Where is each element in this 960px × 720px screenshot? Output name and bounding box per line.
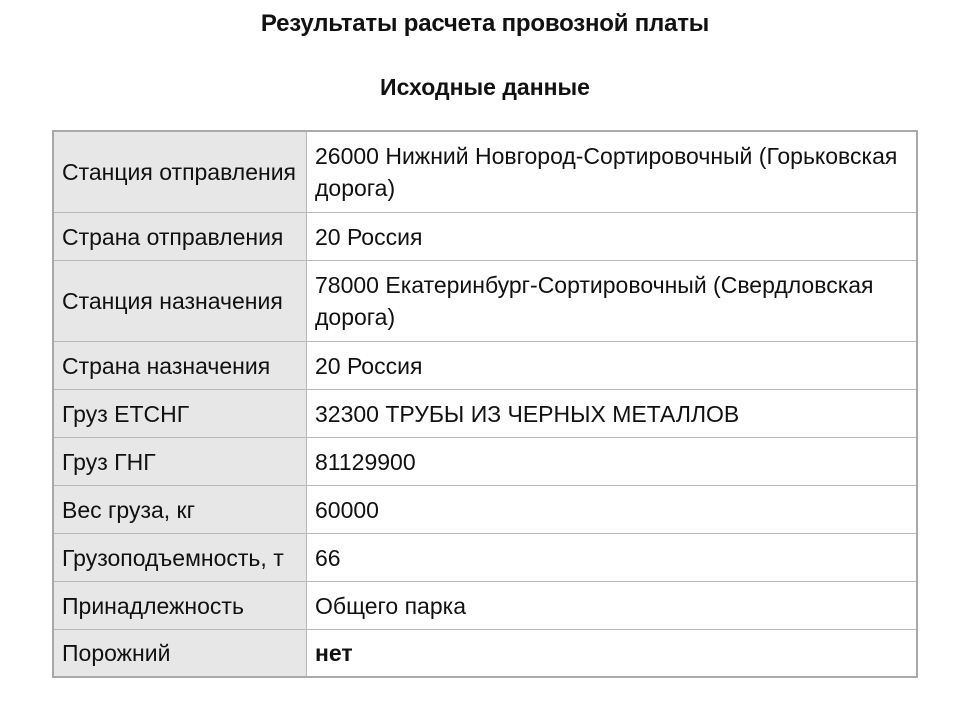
table-row-destination-country (53, 342, 917, 390)
page-title: Результаты расчета провозной платы (260, 10, 710, 37)
row-value: Общего парка (307, 582, 918, 630)
table-row-departure-country (53, 213, 917, 261)
row-value: 60000 (307, 486, 918, 534)
table-row-cargo-etsng (53, 390, 917, 438)
row-label: Принадлежность (53, 582, 307, 630)
row-value: 20 Россия (307, 342, 918, 390)
section-title: Исходные данные (380, 74, 590, 100)
table-row-capacity (53, 534, 917, 582)
row-value: нет (307, 630, 918, 678)
row-label: Порожний (53, 630, 307, 678)
table-row-cargo-weight (53, 486, 917, 534)
row-label: Станция отправления (53, 131, 307, 213)
row-label: Груз ЕТСНГ (53, 390, 307, 438)
table-row-destination-station (53, 261, 917, 342)
source-data-table (52, 130, 918, 678)
row-label: Груз ГНГ (53, 438, 307, 486)
row-value: 78000 Екатеринбург-Сортировочный (Свердловская дорога) (307, 261, 918, 342)
row-label: Страна назначения (53, 342, 307, 390)
row-label: Грузоподъемность, т (53, 534, 307, 582)
row-value: 26000 Нижний Новгород-Сортировочный (Горьковская дорога) (307, 131, 918, 213)
row-value: 66 (307, 534, 918, 582)
row-label: Страна отправления (53, 213, 307, 261)
table-row-ownership (53, 582, 917, 630)
row-value: 81129900 (307, 438, 918, 486)
table-row-empty (53, 630, 917, 678)
table-row-departure-station (53, 131, 917, 213)
table-row-cargo-gng (53, 438, 917, 486)
row-value: 20 Россия (307, 213, 918, 261)
row-value: 32300 ТРУБЫ ИЗ ЧЕРНЫХ МЕТАЛЛОВ (307, 390, 918, 438)
row-label: Станция назначения (53, 261, 307, 342)
row-label: Вес груза, кг (53, 486, 307, 534)
